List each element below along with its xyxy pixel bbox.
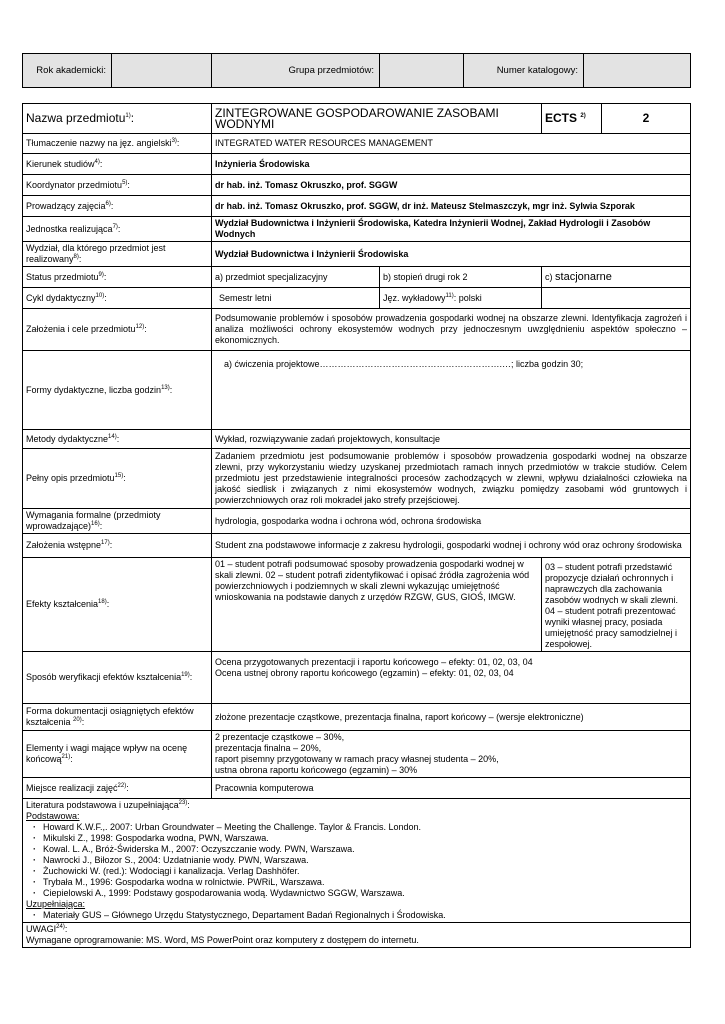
footnote-ref: 22) — [117, 782, 127, 789]
footnote-ref: 21) — [61, 754, 71, 760]
goals-value: Podsumowanie problemów i sposobów prowadzenia gospodarki wodnej na obszarze zlewni. Identyfikacja zagrożeń i analiza możliwości ochrony ekosystemów wodnych przy jednoczesnym uwzględnieniu aspektów społeczno – ekonomicznych. — [212, 309, 691, 351]
outcome-04: 04 – student potrafi prezentować wyniki własnej pracy, posiada umiejętność pracy samodzielnej i zespołowej. — [545, 606, 678, 649]
verification-cell — [212, 652, 691, 704]
coordinator-value: dr hab. inż. Tomasz Okruszko, prof. SGGW — [212, 175, 691, 196]
status-c-cell — [542, 267, 691, 288]
translation-label: Tłumaczenie nazwy na jęz. angielski — [26, 138, 172, 148]
literature-item: · Ciepielowski A., 1999: Podstawy gospodarowania wodą. Wydawnictwo SGGW, Warszawa. — [26, 888, 687, 899]
outcomes-left: 01 – student potrafi podsumować sposoby prowadzenia gospodarki wodnej w skali zlewni. 02 – student potrafi zidentyfikować i opisać źródła zagrożenia wód powierzchniowych i podziemnych w skali zlewni wykazując umiejętność wnioskowania na podstawie danych z urzędów RZGW, GUS, GIOŚ, IMGW. — [212, 558, 542, 652]
goals-label: Założenia i cele przedmiotu — [26, 324, 136, 334]
language-value: : polski — [453, 292, 482, 303]
unit-label: Jednostka realizująca — [26, 223, 113, 234]
literature-basic-label: Podstawowa: — [26, 811, 80, 821]
notes-cell — [23, 923, 691, 948]
assumptions-label-cell: Założenia wstępne$^{17)}$: — [23, 534, 212, 558]
coordinator-label: Koordynator przedmiotu — [26, 179, 123, 190]
literature-supplementary-label: Uzupełniająca: — [26, 899, 86, 909]
course-table — [22, 103, 691, 948]
course-name-label: Nazwa przedmiotu — [26, 111, 126, 125]
instructors-value: dr hab. inż. Tomasz Okruszko, prof. SGGW, dr inż. Mateusz Stelmaszczyk, mgr inż. Sylwia Szporak — [212, 196, 691, 217]
footnote-ref: 23) — [178, 800, 188, 806]
footnote-ref: 19) — [181, 672, 190, 678]
translation-label-cell: Tłumaczenie nazwy na jęz. angielski$^{3)}$: — [23, 134, 212, 154]
footnote-ref: 4) — [94, 158, 100, 165]
notes-value: Wymagane oprogramowanie: MS. Word, MS PowerPoint oraz komputery z dostępem do internetu. — [26, 935, 419, 945]
cycle-label-cell: Cykl dydaktyczny$^{10)}$: — [23, 288, 212, 309]
weights-label: Elementy i wagi mające wpływ na ocenę końcową — [26, 743, 188, 764]
footnote-ref: 17) — [101, 540, 110, 546]
footnote-ref: 18) — [98, 599, 107, 605]
outcomes-label-cell: Efekty kształcenia$^{18)}$: — [23, 558, 212, 652]
catalog-number-label: Numer katalogowy: — [464, 54, 584, 88]
status-c-value: stacjonarne — [555, 270, 612, 283]
literature-item: · Materiały GUS – Głównego Urzędu Statystycznego, Departament Badań Regionalnych i Środowiska. — [26, 910, 687, 921]
footnote-ref: 12) — [135, 324, 145, 330]
field-value: Inżynieria Środowiska — [212, 154, 691, 175]
verification-label: Sposób weryfikacji efektów kształcenia — [26, 672, 182, 682]
footnote-ref: 15) — [114, 473, 124, 479]
goals-label-cell: Założenia i cele przedmiotu$^{12)}$: — [23, 309, 212, 351]
weight-line: ustna obrona raportu końcowego (egzamin) – 30% — [215, 765, 418, 775]
literature-item: · Howard K.W.F.,. 2007: Urban Groundwater – Meeting the Challenge. Taylor & Francis. London. — [26, 822, 687, 833]
footnote-ref: 5) — [122, 179, 128, 186]
status-c-prefix: c) — [545, 271, 553, 282]
assumptions-value: Student zna podstawowe informacje z zakresu hydrologii, gospodarki wodnej i ochrony wód oraz ochrony środowiska — [212, 534, 691, 558]
status-label-cell: Status przedmiotu$^{9)}$: — [23, 267, 212, 288]
footnote-ref: 6) — [105, 200, 111, 207]
cycle-label: Cykl dydaktyczny — [26, 292, 96, 303]
footnote-ref: 2) — [580, 113, 586, 119]
literature-heading: Literatura podstawowa i uzupełniająca$^{23)}$: — [26, 800, 190, 810]
forms-label: Formy dydaktyczne, liczba godzin — [26, 384, 162, 395]
place-label: Miejsce realizacji zajęć — [26, 782, 118, 793]
faculty-label: Wydział, dla którego przedmiot jest realizowany — [26, 243, 166, 264]
full-desc-value: Zadaniem przedmiotu jest podsumowanie problemów i sposobów prowadzenia gospodarki wodnej na obszarze zlewni, przy wykorzystaniu wiedzy uzyskanej przedmiotach ramach innych przedmiotów w trakcie studiów. Celem przedmiotu jest przedstawienie integralności procesów zachodzących w zlewni, wpływu działalności człowieka na jakość siedlisk i związanych z nimi ekosystemów wodnych, związku pomiędzy zasobami wód gruntowych i powierzchniowych oraz roli mokradeł jako strefy przejściowej. — [212, 449, 691, 509]
empty-cell — [542, 288, 691, 309]
outcomes-label: Efekty kształcenia — [26, 599, 99, 609]
full-desc-label-cell: Pełny opis przedmiotu$^{15)}$: — [23, 449, 212, 509]
footnote-ref: 16) — [91, 521, 100, 527]
instructors-label: Prowadzący zajęcia — [26, 200, 106, 211]
status-a-value: a) przedmiot specjalizacyjny — [212, 267, 380, 288]
prereq-label-cell: Wymagania formalne (przedmioty wprowadzające)$^{16)}$: — [23, 509, 212, 534]
unit-label-cell: Jednostka realizująca$^{7)}$: — [23, 217, 212, 242]
coordinator-label-cell: Koordynator przedmiotu$^{5)}$: — [23, 175, 212, 196]
verification-label-cell: Sposób weryfikacji efektów kształcenia$^{19)}$: — [23, 652, 212, 704]
footnote-ref: 24) — [56, 924, 65, 930]
footnote-ref: 20) — [73, 717, 82, 723]
field-label: Kierunek studiów — [26, 158, 95, 169]
methods-label-cell: Metody dydaktyczne$^{14)}$: — [23, 430, 212, 449]
unit-value: Wydział Budownictwa i Inżynierii Środowiska, Katedra Inżynierii Wodnej, Zakład Hydrologii i Zasobów Wodnych — [212, 217, 691, 242]
literature-item: · Nawrocki J., Biłozor S., 2004: Uzdatnianie wody. PWN, Warszawa. — [26, 855, 687, 866]
footnote-ref: 3) — [171, 138, 177, 144]
full-desc-label: Pełny opis przedmiotu — [26, 473, 115, 483]
literature-item: · Kowal. L. A., Bróż-Świderska M., 2007: Oczyszczanie wody. PWN, Warszawa. — [26, 844, 687, 855]
weights-cell — [212, 731, 691, 778]
ects-label: ECTS — [545, 111, 578, 125]
assumptions-label: Założenia wstępne — [26, 540, 102, 550]
footnote-ref: 1) — [125, 113, 131, 119]
literature-item: · Trybała M., 1996: Gospodarka wodna w rolnictwie. PWRiL, Warszawa. — [26, 877, 687, 888]
methods-label: Metody dydaktyczne — [26, 433, 109, 444]
language-label: Jęz. wykładowy — [383, 292, 446, 303]
notes-heading: UWAGI$^{24)}$: — [26, 924, 68, 934]
academic-year-value[interactable] — [112, 54, 212, 88]
ects-value: 2 — [602, 104, 691, 134]
documentation-label: Forma dokumentacji osiągniętych efektów kształcenia — [26, 706, 194, 727]
footnote-ref: 7) — [112, 223, 118, 230]
language-cell — [380, 288, 542, 309]
catalog-number-value[interactable] — [584, 54, 691, 88]
subject-group-label: Grupa przedmiotów: — [212, 54, 380, 88]
course-name-value: ZINTEGROWANE GOSPODAROWANIE ZASOBAMI WODNYMI — [212, 104, 542, 134]
faculty-label-cell: Wydział, dla którego przedmiot jest realizowany$^{8)}$: — [23, 242, 212, 267]
prereq-label: Wymagania formalne (przedmioty wprowadzające) — [26, 510, 161, 531]
ects-label-cell — [542, 104, 602, 134]
weights-label-cell: Elementy i wagi mające wpływ na ocenę końcową$^{21)}$: — [23, 731, 212, 778]
faculty-value: Wydział Budownictwa i Inżynierii Środowiska — [212, 242, 691, 267]
outcomes-right — [542, 558, 691, 652]
documentation-value: złożone prezentacje cząstkowe, prezentacja finalna, raport końcowy – (wersje elektroniczne) — [212, 704, 691, 731]
translation-value: INTEGRATED WATER RESOURCES MANAGEMENT — [212, 134, 691, 154]
instructors-label-cell: Prowadzący zajęcia$^{6)}$: — [23, 196, 212, 217]
footnote-ref: 9) — [98, 271, 104, 278]
literature-item: · Mikulski Z., 1998: Gospodarka wodna, PWN, Warszawa. — [26, 833, 687, 844]
academic-year-label: Rok akademicki: — [23, 54, 112, 88]
field-label-cell: Kierunek studiów$^{4)}$: — [23, 154, 212, 175]
literature-item: · Żuchowicki W. (red.): Wodociągi i kanalizacja. Verlag Dashhöfer. — [26, 866, 687, 877]
cycle-value: Semestr letni — [212, 288, 380, 309]
weight-line: prezentacja finalna – 20%, — [215, 743, 322, 753]
prereq-value: hydrologia, gospodarka wodna i ochrona wód, ochrona środowiska — [212, 509, 691, 534]
forms-label-cell: Formy dydaktyczne, liczba godzin$^{13)}$: — [23, 351, 212, 430]
footnote-ref: 10) — [95, 292, 105, 299]
status-b-value: b) stopień drugi rok 2 — [380, 267, 542, 288]
place-label-cell: Miejsce realizacji zajęć$^{22)}$: — [23, 778, 212, 799]
footnote-ref: 14) — [108, 433, 117, 440]
verification-line-2: Ocena ustnej obrony raportu końcowego (egzamin) – efekty: 01, 02, 03, 04 — [215, 668, 514, 678]
methods-value: Wykład, rozwiązywanie zadań projektowych, konsultacje — [212, 430, 691, 449]
place-value: Pracownia komputerowa — [212, 778, 691, 799]
footnote-ref: 11) — [445, 292, 454, 299]
forms-value: a) ćwiczenia projektowe…………………………………………………….…; liczba godzin 30; — [212, 351, 691, 430]
course-name-row-label: Nazwa przedmiotu$^{1)}$: — [23, 104, 212, 134]
footnote-ref: 13) — [161, 384, 170, 391]
header-table — [22, 53, 691, 88]
weight-line: 2 prezentacje cząstkowe – 30%, — [215, 732, 345, 742]
status-label: Status przedmiotu — [26, 271, 99, 282]
subject-group-value[interactable] — [380, 54, 464, 88]
verification-line-1: Ocena przygotowanych prezentacji i raportu końcowego – efekty: 01, 02, 03, 04 — [215, 657, 533, 667]
weight-line: raport pisemny przygotowany w ramach pracy własnej studenta – 20%, — [215, 754, 499, 764]
outcome-03: 03 – student potrafi przedstawić propozycje działań ochronnych i naprawczych dla zachowania zasobów wodnych w skali zlewni. — [545, 562, 679, 605]
footnote-ref: 8) — [73, 254, 79, 260]
documentation-label-cell: Forma dokumentacji osiągniętych efektów kształcenia $^{20)}$: — [23, 704, 212, 731]
literature-cell — [23, 799, 691, 923]
